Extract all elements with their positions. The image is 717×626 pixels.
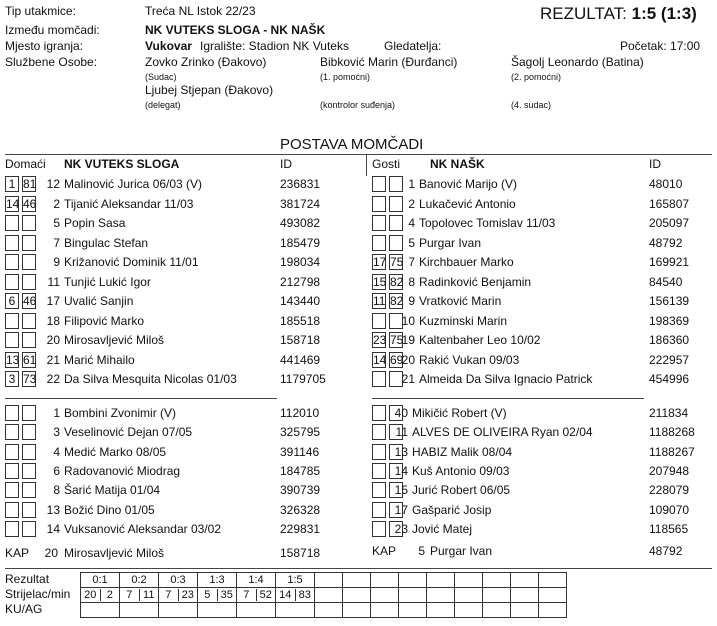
player-box-a <box>372 215 386 231</box>
player-box-a: 14 <box>6 197 20 211</box>
scorer-cell <box>539 588 567 603</box>
player-id: 228079 <box>649 483 690 497</box>
player-name: Šarić Matija 01/04 <box>64 483 161 497</box>
player-id: 454996 <box>649 372 690 386</box>
player-id: 493082 <box>280 216 321 230</box>
player-box-a <box>5 482 19 498</box>
player-name: Jurić Robert 06/05 <box>412 483 511 497</box>
player-number: 5 <box>408 236 415 250</box>
tip-label: Tip utakmice: <box>5 4 76 18</box>
official-role: (kontrolor suđenja) <box>320 100 396 110</box>
player-number: 8 <box>408 275 415 289</box>
player-name: Kirchbauer Marko <box>419 255 514 269</box>
player-name: Rakić Vukan 09/03 <box>419 353 520 367</box>
scorer-minute: 2 <box>106 589 113 601</box>
player-number: 9 <box>53 255 60 269</box>
gledatelja: Gledatelja: <box>384 39 442 53</box>
player-box-a <box>372 235 386 251</box>
player-box-a <box>5 502 19 518</box>
player-number: 22 <box>46 372 60 386</box>
official-name: Šagolj Leonardo (Batina) <box>511 55 644 69</box>
official-role: (Sudac) <box>145 72 177 82</box>
player-id: 118565 <box>649 522 689 536</box>
home-id-header: ID <box>280 157 292 171</box>
player-name: Mirosavljević Miloš <box>64 333 165 347</box>
player-name: Tunjić Lukić Igor <box>64 275 151 289</box>
scorer-cell <box>455 588 483 603</box>
player-number: 17 <box>46 294 60 308</box>
player-box-a: 15 <box>373 275 387 289</box>
player-box-a: 23 <box>373 333 387 347</box>
player-id: 185518 <box>280 314 321 328</box>
player-number: 14 <box>46 522 60 536</box>
scorer-cell <box>120 588 159 603</box>
result-cell <box>427 573 455 588</box>
player-number: 20 <box>46 333 60 347</box>
official-name: Zovko Zrinko (Đakovo) <box>145 55 267 69</box>
scorer-cell <box>315 588 343 603</box>
pocetak: Početak: 17:00 <box>620 39 701 53</box>
score-row-label: Rezultat <box>5 572 50 586</box>
player-number: 11 <box>395 425 408 439</box>
ku-ag-cell <box>427 603 455 618</box>
player-box-b: 75 <box>390 255 404 269</box>
player-id: 143440 <box>280 294 321 308</box>
player-name: Kaltenbaher Leo 10/02 <box>419 333 541 347</box>
column-divider <box>366 154 367 176</box>
player-box-a: 14 <box>373 353 387 367</box>
result-cell <box>483 573 511 588</box>
scorer-number: 7 <box>237 589 257 601</box>
away-id-header: ID <box>649 157 661 171</box>
result-cell: 1:4 <box>237 573 276 588</box>
player-number: 18 <box>46 314 60 328</box>
player-id: 1188267 <box>649 445 695 459</box>
player-number: 7 <box>53 236 60 250</box>
player-name: Uvalić Sanjin <box>64 294 134 308</box>
player-number: 11 <box>47 275 60 289</box>
result-cell <box>343 573 371 588</box>
ku-ag-cell <box>120 603 159 618</box>
player-box-b: 82 <box>390 294 404 308</box>
player-name: Gašparić Josip <box>412 503 492 517</box>
scorer-cell <box>427 588 455 603</box>
result-cell <box>511 573 539 588</box>
player-box-a <box>5 444 19 460</box>
scorer-cell <box>159 588 198 603</box>
player-id: 198369 <box>649 314 690 328</box>
ku-ag-cell <box>483 603 511 618</box>
player-id: 186360 <box>649 333 690 347</box>
postava-title: POSTAVA MOMČADI <box>280 136 424 153</box>
player-box-a <box>5 521 19 537</box>
player-box-b: 82 <box>390 275 404 289</box>
player-name: Jović Matej <box>412 522 473 536</box>
official-role: (1. pomoćni) <box>320 72 371 82</box>
player-id: 236831 <box>280 177 321 191</box>
player-id: 158718 <box>280 333 321 347</box>
player-id: 207948 <box>649 464 690 478</box>
player-box-a <box>5 235 19 251</box>
player-box-b: 75 <box>390 333 404 347</box>
player-number: 6 <box>53 464 60 478</box>
izmedju-value: NK VUTEKS SLOGA - NK NAŠK <box>145 23 326 37</box>
ku-ag-cell <box>276 603 315 618</box>
player-number: 13 <box>46 503 60 517</box>
player-number: 15 <box>394 483 408 497</box>
player-name: Veselinović Dejan 07/05 <box>64 425 193 439</box>
title-divider <box>5 154 712 155</box>
score-row-label: Strijelac/min <box>5 587 71 601</box>
player-name: Bingulac Stefan <box>64 236 149 250</box>
ku-ag-cell <box>399 603 427 618</box>
player-id: 441469 <box>280 353 321 367</box>
sluzbene-label: Službene Osobe: <box>5 55 98 69</box>
player-number: 13 <box>394 445 408 459</box>
official-role: (delegat) <box>145 100 181 110</box>
player-id: 198034 <box>280 255 321 269</box>
away-kap-label: KAP <box>372 544 397 558</box>
scorer-minute: 83 <box>298 589 311 601</box>
scorer-cell <box>483 588 511 603</box>
player-name: Radinković Benjamin <box>419 275 532 289</box>
official-name: Bibković Marin (Đurđanci) <box>320 55 458 69</box>
player-name: Križanović Dominik 11/01 <box>64 255 199 269</box>
player-number: 9 <box>408 294 415 308</box>
ku-ag-cell <box>81 603 120 618</box>
player-box-a <box>5 274 19 290</box>
player-name: Vratković Marin <box>419 294 502 308</box>
player-number: 40 <box>394 406 408 420</box>
player-box-b: 69 <box>390 353 404 367</box>
player-id: 326328 <box>280 503 321 517</box>
player-number: 21 <box>46 353 60 367</box>
player-id: 390739 <box>280 483 321 497</box>
player-id: 109070 <box>649 503 690 517</box>
ku-ag-cell <box>371 603 399 618</box>
scorer-number: 7 <box>120 589 140 601</box>
player-box-b: 61 <box>23 353 37 367</box>
official-role: (4. sudac) <box>511 100 552 110</box>
player-box-a <box>372 196 386 212</box>
player-box-a: 13 <box>6 353 20 367</box>
result-cell: 1:3 <box>198 573 237 588</box>
away-kap-id: 48792 <box>649 544 683 558</box>
player-number: 23 <box>394 522 408 536</box>
rezultat-label: REZULTAT: <box>540 4 627 23</box>
player-name: Banović Marijo (V) <box>419 177 518 191</box>
player-id: 391146 <box>280 445 320 459</box>
player-name: Marić Mihailo <box>64 353 135 367</box>
player-name: Božić Dino 01/05 <box>64 503 155 517</box>
score-table <box>80 572 567 618</box>
player-box-a <box>5 254 19 270</box>
player-number: 10 <box>401 314 415 328</box>
player-id: 229831 <box>280 522 321 536</box>
result-cell: 1:5 <box>276 573 315 588</box>
scorer-cell <box>198 588 237 603</box>
player-number: 8 <box>53 483 60 497</box>
player-box-a <box>372 371 386 387</box>
player-box-a <box>372 313 386 329</box>
result-cell <box>315 573 343 588</box>
result-cell: 0:1 <box>81 573 120 588</box>
rezultat <box>540 4 697 24</box>
player-box-a <box>372 176 386 192</box>
izmedju-label: Između momčadi: <box>5 23 100 37</box>
home-kap-name: Mirosavljević Miloš <box>64 546 165 560</box>
result-cell <box>455 573 483 588</box>
player-name: Mikičić Robert (V) <box>412 406 507 420</box>
player-box-a <box>5 332 19 348</box>
home-kap-id: 158718 <box>280 546 321 560</box>
player-number: 21 <box>401 372 415 386</box>
away-kap-name: Purgar Ivan <box>430 544 493 558</box>
score-row-label: KU/AG <box>5 602 43 616</box>
player-box-b: 73 <box>23 372 37 386</box>
rezultat-value: 1:5 (1:3) <box>631 4 697 23</box>
ku-ag-cell <box>455 603 483 618</box>
player-id: 325795 <box>280 425 321 439</box>
player-box-b: 46 <box>23 294 37 308</box>
scorer-number: 20 <box>81 589 101 601</box>
away-side-label: Gosti <box>372 157 401 171</box>
result-cell: 0:2 <box>120 573 159 588</box>
scorer-number: 7 <box>159 589 179 601</box>
player-id: 222957 <box>649 353 690 367</box>
player-name: Da Silva Mesquita Nicolas 01/03 <box>64 372 237 386</box>
scorer-cell <box>399 588 427 603</box>
mjesto-label: Mjesto igranja: <box>5 39 84 53</box>
player-name: Kuš Antonio 09/03 <box>412 464 510 478</box>
away-team-name: NK NAŠK <box>430 157 485 171</box>
player-number: 4 <box>408 216 415 230</box>
mjesto-value: Vukovar <box>145 39 192 53</box>
result-cell <box>371 573 399 588</box>
player-box-a <box>5 215 19 231</box>
player-name: Lukačević Antonio <box>419 197 516 211</box>
scorer-number: 14 <box>276 589 296 601</box>
scorer-cell <box>511 588 539 603</box>
ku-ag-cell <box>198 603 237 618</box>
player-box-a: 3 <box>5 371 19 387</box>
player-id: 1188268 <box>649 425 695 439</box>
ku-ag-cell <box>315 603 343 618</box>
player-id: 1179705 <box>280 372 326 386</box>
player-number: 7 <box>408 255 415 269</box>
player-id: 165807 <box>649 197 690 211</box>
away-kap-number: 5 <box>418 544 425 558</box>
result-cell: 0:3 <box>159 573 198 588</box>
ku-ag-cell <box>511 603 539 618</box>
player-id: 84540 <box>649 275 683 289</box>
player-id: 381724 <box>280 197 321 211</box>
player-number: 3 <box>53 425 60 439</box>
player-box-b: 81 <box>23 177 37 191</box>
player-name: HABIZ Malik 08/04 <box>412 445 513 459</box>
player-id: 169921 <box>649 255 690 269</box>
ku-ag-cell <box>237 603 276 618</box>
player-name: Kuzminski Marin <box>419 314 508 328</box>
player-number: 1 <box>408 177 415 191</box>
player-name: Tijanić Aleksandar 11/03 <box>64 197 194 211</box>
official-role: (2. pomoćni) <box>511 72 562 82</box>
scorer-minute: 11 <box>143 589 155 601</box>
player-number: 17 <box>394 503 408 517</box>
scorer-cell <box>276 588 315 603</box>
player-box-a <box>5 424 19 440</box>
player-number: 14 <box>394 464 408 478</box>
player-id: 156139 <box>649 294 690 308</box>
player-name: Popin Sasa <box>64 216 126 230</box>
player-id: 185479 <box>280 236 321 250</box>
player-box-b: 46 <box>23 197 37 211</box>
home-side-label: Domaći <box>5 157 46 171</box>
scorer-cell <box>343 588 371 603</box>
player-number: 2 <box>408 197 415 211</box>
ku-ag-cell <box>159 603 198 618</box>
player-box-a <box>5 313 19 329</box>
player-number: 5 <box>53 216 60 230</box>
scorer-cell <box>371 588 399 603</box>
player-box-a <box>5 463 19 479</box>
score-divider <box>5 568 712 569</box>
player-name: Bombini Zvonimir (V) <box>64 406 177 420</box>
player-number: 2 <box>53 197 60 211</box>
player-name: Filipović Marko <box>64 314 145 328</box>
player-box-a: 6 <box>5 293 19 309</box>
ku-ag-cell <box>539 603 567 618</box>
player-id: 211834 <box>649 406 689 420</box>
player-box-a <box>5 405 19 421</box>
home-subs-divider <box>5 398 277 399</box>
player-id: 205097 <box>649 216 690 230</box>
player-number: 12 <box>46 177 60 191</box>
result-cell <box>539 573 567 588</box>
away-subs-divider <box>372 398 644 399</box>
scorer-cell <box>81 588 120 603</box>
player-name: Almeida Da Silva Ignacio Patrick <box>419 372 593 386</box>
player-name: Malinović Jurica 06/03 (V) <box>64 177 203 191</box>
player-id: 184785 <box>280 464 321 478</box>
tip-value: Treća NL Istok 22/23 <box>145 4 256 18</box>
home-kap-label: KAP <box>5 546 30 560</box>
result-cell <box>399 573 427 588</box>
home-team-name: NK VUTEKS SLOGA <box>64 157 180 171</box>
scorer-number: 5 <box>198 589 218 601</box>
player-id: 48792 <box>649 236 683 250</box>
player-name: Medić Marko 08/05 <box>64 445 167 459</box>
scorer-minute: 52 <box>259 589 272 601</box>
player-id: 48010 <box>649 177 683 191</box>
official-name: Ljubej Stjepan (Đakovo) <box>145 83 274 97</box>
ku-ag-cell <box>343 603 371 618</box>
player-name: Purgar Ivan <box>419 236 482 250</box>
player-id: 112010 <box>280 406 320 420</box>
igraliste: Igralište: Stadion NK Vuteks <box>200 39 349 53</box>
home-kap-number: 20 <box>44 546 58 560</box>
player-box-a: 17 <box>373 255 387 269</box>
player-number: 4 <box>53 445 60 459</box>
player-box-a: 11 <box>373 294 386 308</box>
player-number: 20 <box>401 353 415 367</box>
player-name: Topolovec Tomislav 11/03 <box>419 216 556 230</box>
player-number: 1 <box>53 406 60 420</box>
scorer-minute: 35 <box>220 589 233 601</box>
player-number: 19 <box>401 333 415 347</box>
scorer-cell <box>237 588 276 603</box>
player-name: ALVES DE OLIVEIRA Ryan 02/04 <box>412 425 593 439</box>
player-name: Radovanović Miodrag <box>64 464 181 478</box>
player-name: Vuksanović Aleksandar 03/02 <box>64 522 221 536</box>
player-box-a: 1 <box>5 176 19 192</box>
scorer-minute: 23 <box>181 589 194 601</box>
player-id: 212798 <box>280 275 321 289</box>
